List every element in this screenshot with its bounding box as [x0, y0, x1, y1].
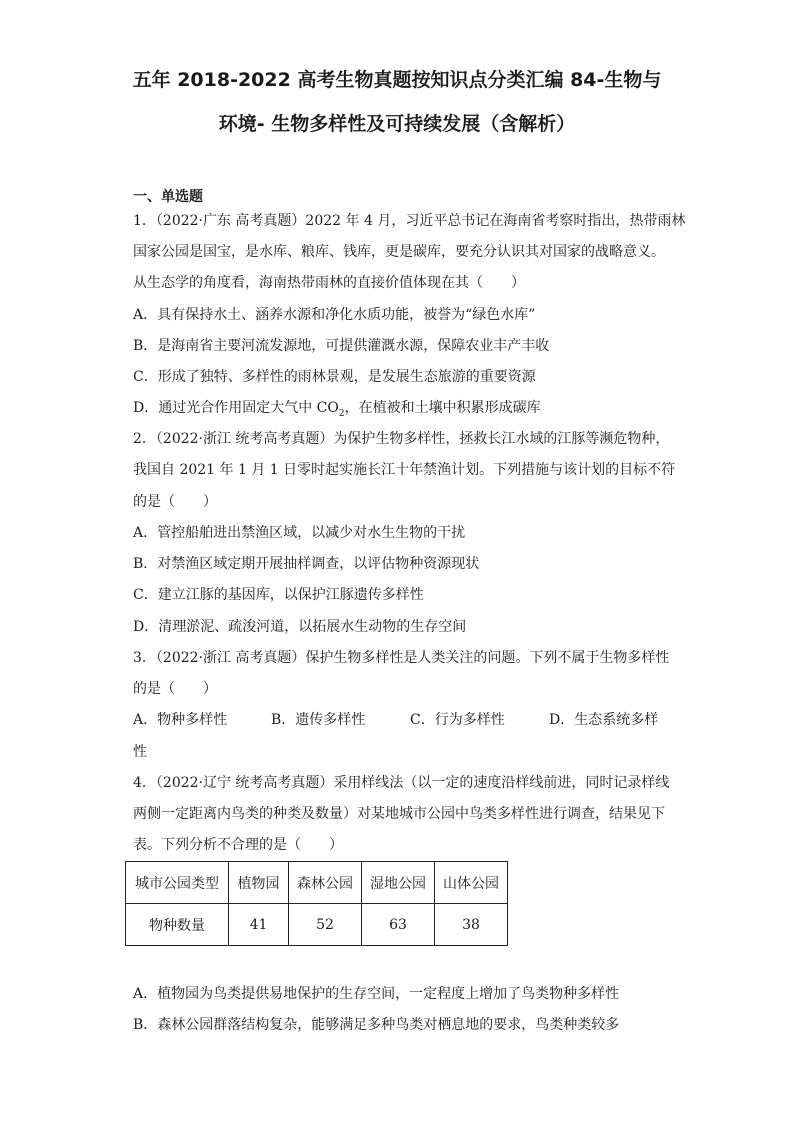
q1-option-d-pre: D．通过光合作用固定大气中 CO: [133, 400, 339, 416]
q2-stem-line3: 的是（ ）: [133, 494, 217, 510]
table-cell: 38: [435, 904, 508, 946]
q2-option-a: A．管控船舶进出禁渔区域，以减少对水生生物的干扰: [133, 525, 466, 541]
table-row-label: 物种数量: [126, 904, 229, 946]
q4-stem-line2: 两侧一定距离内鸟类的种类及数量）对某地城市公园中鸟类多样性进行调查，结果见下: [133, 806, 665, 822]
q2-option-b: B．对禁渔区域定期开展抽样调查，以评估物种资源现状: [133, 556, 480, 572]
q3-option-b: B．遗传多样性: [271, 712, 366, 728]
q3-option-d: D．生态系统多样: [549, 712, 659, 728]
table-header-cell: 植物园: [229, 862, 289, 904]
table-header-cell: 湿地公园: [362, 862, 435, 904]
table-header-cell: 城市公园类型: [126, 862, 229, 904]
q1-option-c: C．形成了独特、多样性的雨林景观，是发展生态旅游的重要资源: [133, 369, 536, 385]
section-heading: 一、单选题: [133, 189, 203, 205]
table-header-cell: 森林公园: [289, 862, 362, 904]
q2-stem-line2: 我国自 2021 年 1 月 1 日零时起实施长江十年禁渔计划。下列措施与该计划的目标不符: [133, 462, 676, 478]
q1-stem-line1: 1．（2022·广东 高考真题）2022 年 4 月，习近平总书记在海南省考察时指出，热带雨林: [133, 213, 686, 229]
table-header-cell: 山体公园: [435, 862, 508, 904]
q4-stem-line3: 表。下列分析不合理的是（ ）: [133, 837, 343, 853]
q3-stem-line2: 的是（ ）: [133, 681, 217, 697]
q4-option-a: A．植物园为鸟类提供易地保护的生存空间，一定程度上增加了鸟类物种多样性: [133, 986, 620, 1002]
q3-stem-line1: 3．（2022·浙江 高考真题）保护生物多样性是人类关注的问题。下列不属于生物多样性: [133, 650, 670, 666]
q4-stem-line1: 4．（2022·辽宁 统考高考真题）采用样线法（以一定的速度沿样线前进，同时记录样线: [133, 775, 670, 791]
table-cell: 52: [289, 904, 362, 946]
q2-stem-line1: 2．（2022·浙江 统考高考真题）为保护生物多样性，拯救长江水域的江豚等濒危物种，: [133, 431, 670, 447]
q1-option-d-post: ，在植被和土壤中积累形成碳库: [344, 400, 541, 416]
q1-option-d: [133, 398, 541, 424]
table-header-row: [126, 862, 508, 904]
q1-option-a: A．具有保持水土、涵养水源和净化水质功能，被誉为“绿色水库”: [133, 307, 536, 323]
q2-option-d: D．清理淤泥、疏浚河道，以拓展水生动物的生存空间: [133, 619, 467, 635]
doc-title-line2: 环境- 生物多样性及可持续发展（含解析）: [218, 113, 576, 135]
q2-option-c: C．建立江豚的基因库，以保护江豚遗传多样性: [133, 587, 424, 603]
table-cell: 41: [229, 904, 289, 946]
q3-option-d-wrap: 性: [133, 744, 147, 760]
q4-option-b: B．森林公园群落结构复杂，能够满足多种鸟类对栖息地的要求，鸟类种类较多: [133, 1017, 620, 1033]
q3-option-a: A．物种多样性: [133, 712, 228, 728]
doc-title-line1: 五年 2018-2022 高考生物真题按知识点分类汇编 84-生物与: [132, 69, 662, 91]
table-row: [126, 904, 508, 946]
q1-option-b: B．是海南省主要河流发源地，可提供灌溉水源，保障农业丰产丰收: [133, 338, 550, 354]
q1-option-d-sub: 2: [338, 408, 345, 419]
q1-stem-line3: 从生态学的角度看，海南热带雨林的直接价值体现在其（ ）: [133, 275, 525, 291]
q3-option-c: C．行为多样性: [410, 712, 505, 728]
table-cell: 63: [362, 904, 435, 946]
q1-stem-line2: 国家公园是国宝，是水库、粮库、钱库，更是碳库，要充分认识其对国家的战略意义。: [133, 244, 665, 260]
species-table: [125, 861, 508, 946]
